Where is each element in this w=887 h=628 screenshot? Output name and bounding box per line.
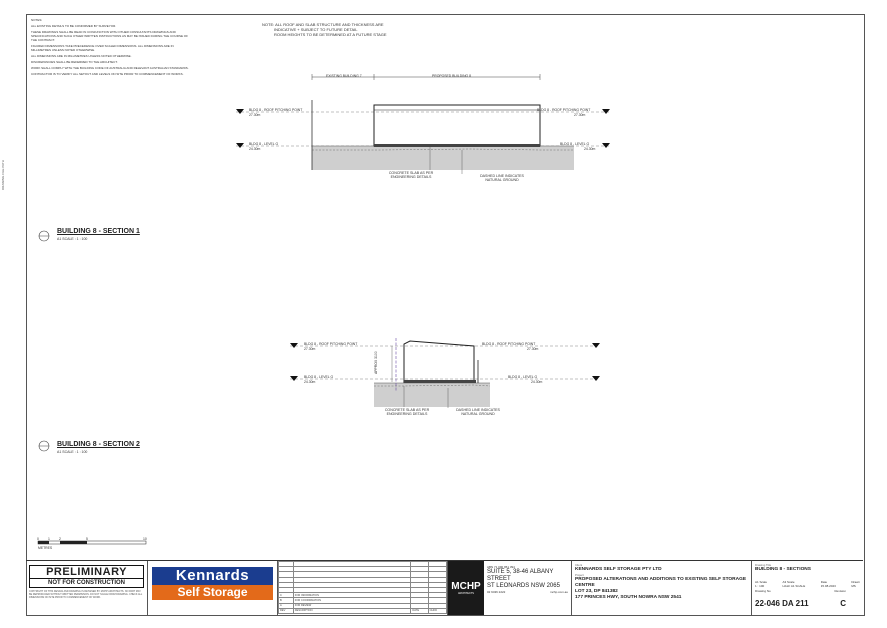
top-note-line: NOTE: ALL ROOF AND SLAB STRUCTURE AND THICKNESS ARE xyxy=(262,22,384,27)
project-name: PROPOSED ALTERATIONS AND ADDITIONS TO EXISTING SELF STORAGE CENTRE xyxy=(575,577,747,588)
note-line: NOTES: xyxy=(31,18,43,22)
scale-unit: METRES xyxy=(38,546,53,550)
s1-left-roof-rl: 27.30m xyxy=(249,113,261,117)
section-1-title: BUILDING 8 - SECTION 1 xyxy=(57,228,140,235)
s2-ground-callout: DASHED LINE INDICATES NATURAL GROUND xyxy=(456,408,500,416)
s2-left-level-rl: 24.30m xyxy=(304,380,316,384)
s2-right-roof-rl: 27.30m xyxy=(527,347,539,351)
s1-slab-callout: CONCRETE SLAB AS PER ENGINEERING DETAILS xyxy=(388,171,434,179)
revision-table xyxy=(278,561,448,615)
architect-address: ABN 71 090 951 394 SUITE 5, 38-46 ALBANY STREET ST LEONARDS NSW 2065 02 9436 2222 mchp.com.au xyxy=(487,565,568,594)
a3-scale: HALF A1 SCALE xyxy=(782,584,806,588)
client-project-block: Client KENNARDS SELF STORAGE PTY LTD Project PROPOSED ALTERATIONS AND ADDITIONS TO EXISTING SELF STORAGE CENTRE LOT 23, DP 841382 177 PRINCES HWY, SOUTH NOWRA NSW 2541 xyxy=(572,561,752,615)
project-address: 177 PRINCES HWY, SOUTH NOWRA NSW 2541 xyxy=(575,595,682,600)
website: mchp.com.au xyxy=(549,590,568,594)
preliminary-label: PRELIMINARY xyxy=(30,566,143,579)
s2-left-roof-rl: 27.30m xyxy=(304,347,316,351)
client-name: KENNARDS SELF STORAGE PTY LTD xyxy=(575,567,662,572)
top-note-line: ROOM HEIGHTS TO BE DETERMINED AT A FUTURE STAGE xyxy=(274,32,387,37)
existing-building-label: EXISTING BUILDING 7 xyxy=(326,74,362,78)
note-line: ALL EXISTING DETAILS TO BE CONFIRMED BY SURVEYOR. xyxy=(31,24,117,28)
note-line: CONTRACTOR IS TO VERIFY ALL SETOUT AND LEVELS ON SITE PRIOR TO COMMENCEMENT OF WORKS. xyxy=(31,72,184,76)
revision-row: A FOR REVIEW xyxy=(279,603,447,608)
a1-scale: 1 : 100 xyxy=(755,584,765,588)
s1-right-level-label: BLDG 8 - LEVEL G xyxy=(560,142,590,146)
drawing-title: BUILDING 8 - SECTIONS xyxy=(755,567,811,572)
revision-row: B FOR COORDINATION xyxy=(279,598,447,603)
section-1-drawing xyxy=(236,74,610,174)
s1-ground-callout: DASHED LINE INDICATES NATURAL GROUND xyxy=(480,174,524,182)
drawn-by: MS xyxy=(851,584,856,588)
scale-tick: 1 xyxy=(48,537,50,541)
section-2-title: BUILDING 8 - SECTION 2 xyxy=(57,441,140,448)
top-note-line: INDICATIVE + SUBJECT TO FUTURE DETAIL xyxy=(274,27,358,32)
note-line: THESE DRAWINGS SHALL BE READ IN CONJUNCTION WITH OTHER CONSULTANTS DRAWINGS AND SPECIFICATIONS AND SUCH OTHER WRITTEN INSTRUCTIONS AS MAY BE ISSUED DURING THE COURSE OF THE CONTRACT. xyxy=(31,30,188,42)
note-line: DISCREPANCIES SHALL BE REFERRED TO THE ARCHITECT. xyxy=(31,60,118,64)
s2-right-level-label: BLDG 8 - LEVEL G xyxy=(508,375,538,379)
side-caption: DRAWING FILE PATH xyxy=(1,160,5,190)
note-line: ALL DIMENSIONS ARE IN MILLIMETRES UNLESS NOTED OTHERWISE. xyxy=(31,54,132,58)
logo-kennards: Kennards xyxy=(152,567,273,585)
copyright-disclaimer: COPYRIGHT OF THIS DESIGN AND DRAWING IS RETAINED BY MCHP ARCHITECTS. NO PART MAY BE REPRODUCED WITHOUT WRITTEN PERMISSION. DO NOT SCALE FROM DRAWING. CHECK ALL DIMENSIONS ON SITE PRIOR TO COMMENCEMENT OF WORK. xyxy=(29,590,143,599)
client-logo xyxy=(148,561,278,615)
note-line: FIGURED DIMENSIONS TAKE PRECEDENCE OVER SCALED DIMENSIONS. ALL DIMENSIONS ARE IN MILLIMETRES UNLESS NOTED OTHERWISE. xyxy=(31,44,174,52)
drawing-number: 22-046 DA 211 xyxy=(755,599,809,608)
section-2-drawing xyxy=(290,338,600,408)
title-block xyxy=(26,560,863,615)
drawing-date: 15.08.2023 xyxy=(820,584,836,588)
s2-slab-callout: CONCRETE SLAB AS PER ENGINEERING DETAILS xyxy=(384,408,430,416)
s1-right-roof-rl: 27.30m xyxy=(574,113,586,117)
proposed-building-label: PROPOSED BUILDING 8 xyxy=(432,74,472,78)
s2-right-level-rl: 24.30m xyxy=(531,380,543,384)
revision-letter: C xyxy=(840,599,846,608)
s2-left-roof-label: BLDG 8 - ROOF PITCHING POINT xyxy=(304,342,358,346)
scale-bar xyxy=(38,541,146,544)
scale-tick: 2 xyxy=(59,537,61,541)
s2-height-dim: APPROX 3100 xyxy=(374,351,378,374)
s2-right-roof-label: BLDG 8 - ROOF PITCHING POINT xyxy=(482,342,536,346)
not-for-construction-label: NOT FOR CONSTRUCTION xyxy=(48,580,125,586)
logo-self-storage: Self Storage xyxy=(152,585,273,600)
section-2-scale: A1 SCALE : 1 : 100 xyxy=(57,450,88,454)
section-1-scale: A1 SCALE : 1 : 100 xyxy=(57,237,88,241)
s1-left-level-label: BLDG 8 - LEVEL G xyxy=(249,142,279,146)
architect-block xyxy=(448,561,572,615)
preliminary-stamp xyxy=(26,561,148,615)
phone-number: 02 9436 2222 xyxy=(487,590,506,594)
drawing-info-block: Drawing Title BUILDING 8 - SECTIONS A1 Scale 1 : 100 A3 Scale HALF A1 SCALE Date 15.08.2023 Drawn MS Drawing No Revision 22-046 DA 211 C xyxy=(755,563,860,608)
mchp-logo: MCHP ARCHITECTS xyxy=(448,561,484,615)
s1-right-level-rl: 24.30m xyxy=(584,147,596,151)
s1-right-roof-label: BLDG 8 - ROOF PITCHING POINT xyxy=(537,108,591,112)
s1-left-roof-label: BLDG 8 - ROOF PITCHING POINT xyxy=(249,108,303,112)
s1-left-level-rl: 24.30m xyxy=(249,147,261,151)
s2-left-level-label: BLDG 8 - LEVEL G xyxy=(304,375,334,379)
scale-tick: 5 xyxy=(86,537,88,541)
project-lot: LOT 23, DP 841382 xyxy=(575,589,618,594)
scale-tick: 10 xyxy=(143,537,147,541)
revision-row: C FOR INFORMATION xyxy=(279,593,447,598)
revision-header: REV DESCRIPTION DATE CHKD xyxy=(279,608,447,613)
scale-tick: 0 xyxy=(37,537,39,541)
note-line: WORK SHALL COMPLY WITH THE BUILDING CODE OF AUSTRALIA AND RELEVANT AUSTRALIAN STANDARDS. xyxy=(31,66,189,70)
